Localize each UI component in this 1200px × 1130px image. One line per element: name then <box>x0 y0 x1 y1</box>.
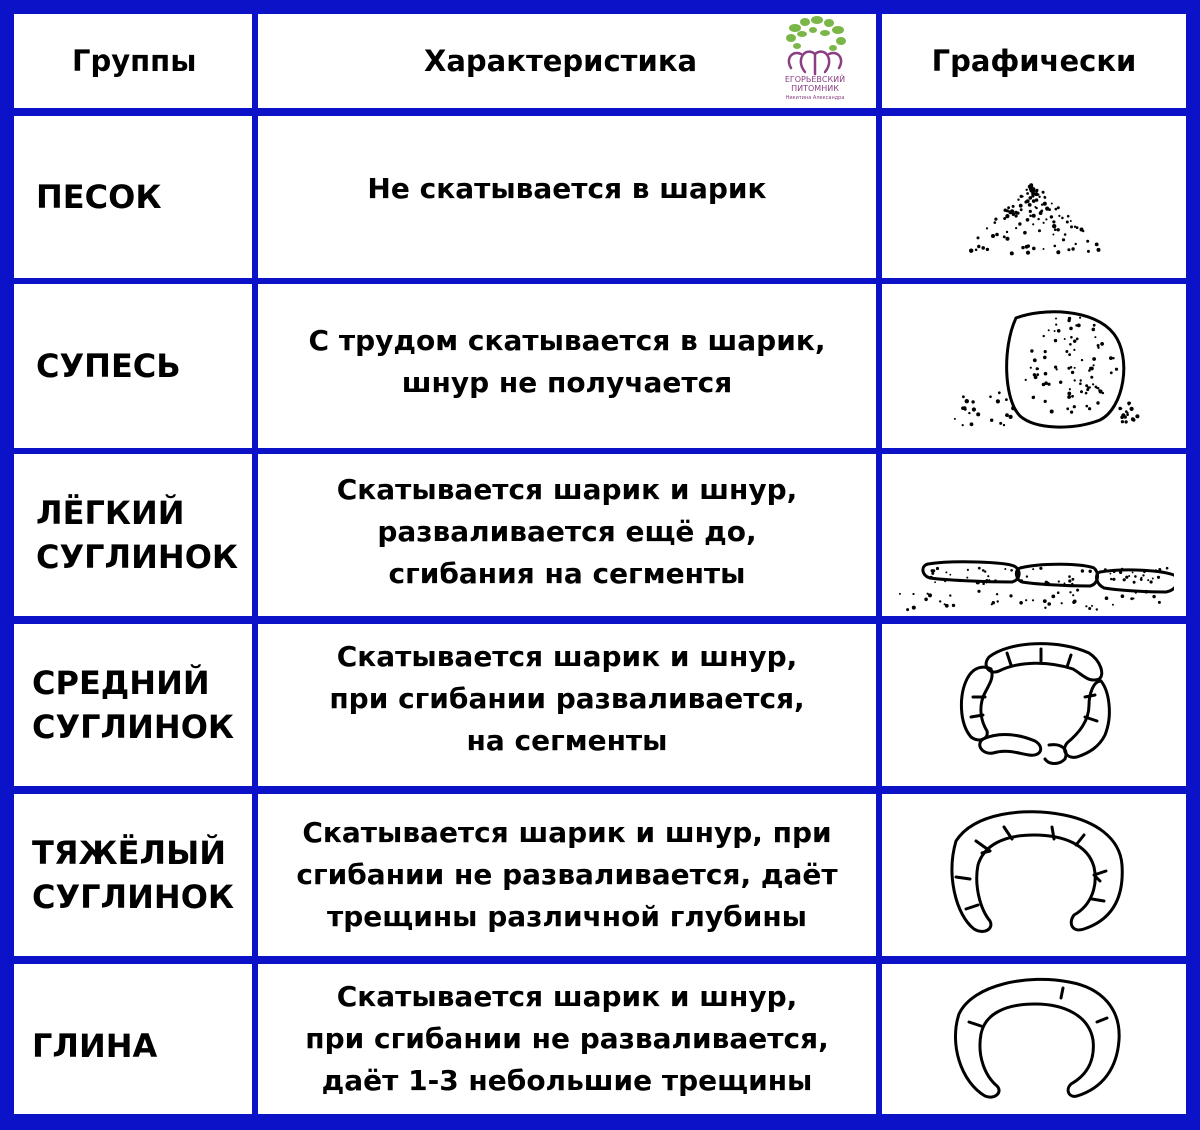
group-label: СРЕДНИЙ СУГЛИНОК <box>32 664 235 746</box>
group-cell-light-loam <box>14 454 252 616</box>
graphic-cell-heavy-loam <box>882 794 1186 956</box>
smooth-ring-icon <box>939 974 1129 1104</box>
cracked-ring-icon <box>934 805 1134 945</box>
header-graphic <box>882 14 1186 108</box>
desc-text: Скатывается шарик и шнур, при сгибании не разваливается, даёт 1-3 небольшие трещины <box>305 980 829 1097</box>
group-cell-sandy-loam <box>14 284 252 448</box>
header-groups-label: Группы <box>72 44 197 78</box>
ball-icon <box>924 296 1144 436</box>
header-graphic-label: Графически <box>931 44 1137 78</box>
segmented-ring-icon <box>949 635 1119 775</box>
graphic-cell-clay <box>882 964 1186 1114</box>
desc-cell-sandy-loam <box>258 284 876 448</box>
desc-cell-heavy-loam <box>258 794 876 956</box>
desc-text: Скатывается шарик и шнур, при сгибании не разваливается, даёт трещины различной глубины <box>296 816 838 933</box>
graphic-cell-light-loam <box>882 454 1186 616</box>
segmented-cord-icon <box>894 552 1174 612</box>
header-characteristic-label: Характеристика <box>424 44 698 78</box>
group-label: ПЕСОК <box>36 178 162 216</box>
graphic-cell-sandy-loam <box>882 284 1186 448</box>
desc-cell-clay <box>258 964 876 1114</box>
group-label: СУПЕСЬ <box>36 347 181 385</box>
nursery-logo <box>775 14 855 104</box>
logo-line-2: ПИТОМНИК <box>791 84 839 93</box>
logo-line-1: ЕГОРЬЕВСКИЙ <box>784 75 846 84</box>
graphic-cell-sand <box>882 116 1186 278</box>
sand-pile-icon <box>954 173 1114 263</box>
desc-cell-medium-loam <box>258 624 876 786</box>
group-cell-clay <box>14 964 252 1114</box>
group-label: ТЯЖЁЛЫЙ СУГЛИНОК <box>32 834 235 916</box>
desc-text: Скатывается шарик и шнур, разваливается ещё до, сгибания на сегменты <box>336 473 798 590</box>
group-label: ЛЁГКИЙ СУГЛИНОК <box>36 494 239 576</box>
group-label: ГЛИНА <box>32 1027 158 1065</box>
desc-cell-light-loam <box>258 454 876 616</box>
graphic-cell-medium-loam <box>882 624 1186 786</box>
desc-cell-sand <box>258 116 876 278</box>
group-cell-medium-loam <box>14 624 252 786</box>
header-groups <box>14 14 252 108</box>
group-cell-heavy-loam <box>14 794 252 956</box>
tree-logo-icon <box>775 14 855 104</box>
desc-text: Скатывается шарик и шнур, при сгибании разваливается, на сегменты <box>329 640 805 757</box>
desc-text: Не скатывается в шарик <box>367 172 767 205</box>
desc-text: С трудом скатывается в шарик, шнур не получается <box>308 324 826 399</box>
group-cell-sand <box>14 116 252 278</box>
logo-line-3: Никитина Александра <box>785 95 845 101</box>
